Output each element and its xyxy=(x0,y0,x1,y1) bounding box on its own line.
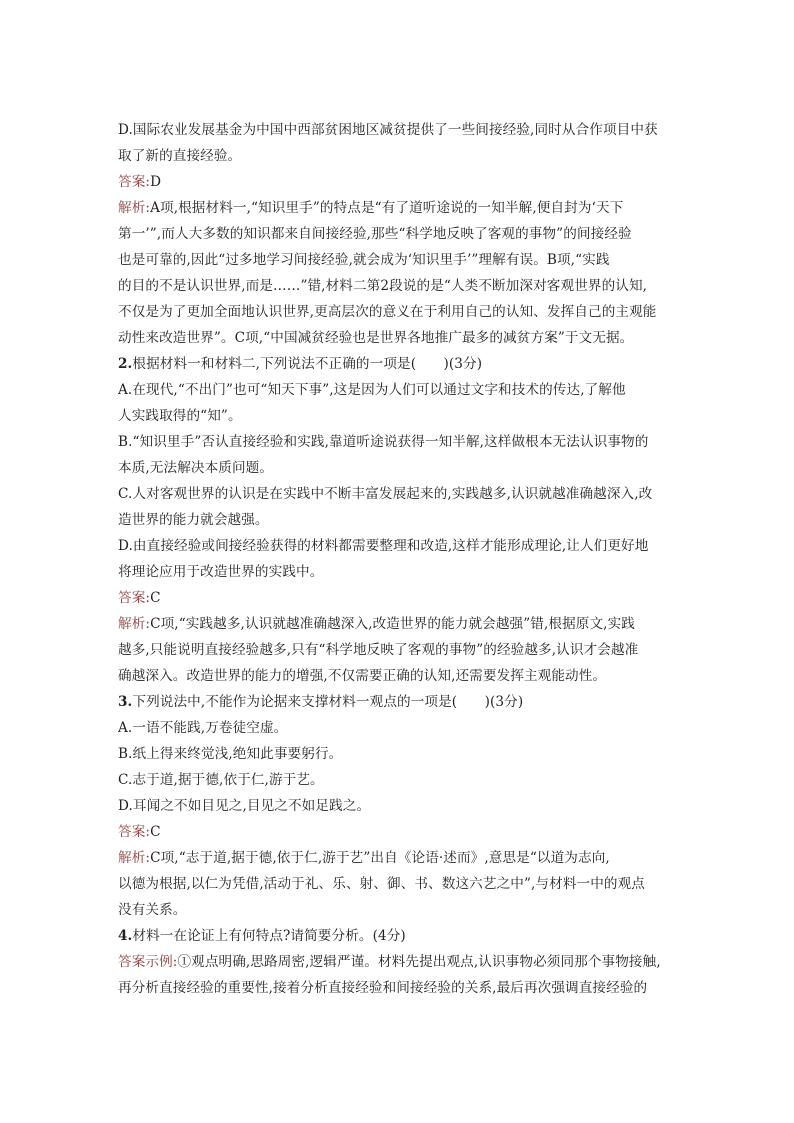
text-line xyxy=(118,689,680,715)
text-segment: 根据材料一和材料二,下列说法不正确的一项是( )(3分) xyxy=(132,356,483,372)
text-segment: 也是可靠的,因此“过多地学习间接经验,就会成为‘知识里手’”理解有误。B项,“实践 xyxy=(118,252,610,268)
text-line xyxy=(118,117,680,143)
answer-label: 答案: xyxy=(118,590,151,606)
question-number: 2. xyxy=(118,356,133,372)
text-segment: C.人对客观世界的认识是在实践中不断丰富发展起来的,实践越多,认识就越准确越深入,改 xyxy=(118,486,653,502)
text-segment: 再分析直接经验的重要性,接着分析直接经验和间接经验的关系,最后再次强调直接经验的 xyxy=(118,980,648,996)
text-segment: ①观点明确,思路周密,逻辑严谨。材料先提出观点,认识事物必须同那个事物接触, xyxy=(177,954,661,970)
text-line xyxy=(118,143,680,169)
text-segment: 取了新的直接经验。 xyxy=(118,148,242,164)
text-segment: 越多,只能说明直接经验越多,只有“科学地反映了客观的事物”的经验越多,认识才会越准 xyxy=(118,642,639,658)
text-line xyxy=(118,299,680,325)
text-segment: B.“知识里手”否认直接经验和实践,靠道听途说获得一知半解,这样做根本无法认识事物的 xyxy=(118,434,649,450)
text-line xyxy=(118,611,680,637)
text-segment: C xyxy=(150,824,161,840)
answer-label: 答案示例: xyxy=(118,954,178,970)
text-segment: C项,“志于道,据于德,依于仁,游于艺”出自《论语·述而》,意思是“以道为志向, xyxy=(150,850,610,866)
text-segment: D.由直接经验或间接经验获得的材料都需要整理和改造,这样才能形成理论,让人们更好地 xyxy=(118,538,649,554)
text-line xyxy=(118,975,680,1001)
text-line xyxy=(118,273,680,299)
text-line xyxy=(118,949,680,975)
text-line xyxy=(118,559,680,585)
text-segment: 下列说法中,不能作为论据来支撑材料一观点的一项是( )(3分) xyxy=(132,694,524,710)
text-line xyxy=(118,897,680,923)
answer-label: 解析: xyxy=(118,200,151,216)
text-segment: 将理论应用于改造世界的实践中。 xyxy=(118,564,324,580)
text-segment: 以德为根据,以仁为凭借,活动于礼、乐、射、御、书、数这六艺之中”,与材料一中的观点 xyxy=(118,876,645,892)
text-line xyxy=(118,195,680,221)
text-segment: 没有关系。 xyxy=(118,902,187,918)
question-number: 3. xyxy=(118,694,133,710)
text-segment: 第一’”,而人大多数的知识都来自间接经验,那些“科学地反映了客观的事物”的间接经验 xyxy=(118,226,632,242)
text-segment: D xyxy=(150,174,162,190)
text-segment: 动性来改造世界”。C项,“中国减贫经验也是世界各地推广最多的减贫方案”于文无据。 xyxy=(118,330,634,346)
text-line xyxy=(118,169,680,195)
text-line xyxy=(118,741,680,767)
text-line xyxy=(118,221,680,247)
document-page xyxy=(118,117,680,1001)
text-line xyxy=(118,429,680,455)
text-line xyxy=(118,663,680,689)
text-segment: C.志于道,据于德,依于仁,游于艺。 xyxy=(118,772,324,788)
text-segment: 本质,无法解决本质问题。 xyxy=(118,460,274,476)
text-segment: 造世界的能力就会越强。 xyxy=(118,512,269,528)
text-line xyxy=(118,533,680,559)
text-segment: 材料一在论证上有何特点?请简要分析。(4分) xyxy=(132,928,406,944)
text-line xyxy=(118,845,680,871)
text-line xyxy=(118,351,680,377)
question-number: 4. xyxy=(118,928,133,944)
text-line xyxy=(118,819,680,845)
text-line xyxy=(118,637,680,663)
answer-label: 答案: xyxy=(118,174,151,190)
text-segment: B.纸上得来终觉浅,绝知此事要躬行。 xyxy=(118,746,343,762)
text-segment: 的目的不是认识世界,而是……”错,材料二第2段说的是“人类不断加深对客观世界的认知, xyxy=(118,278,648,294)
answer-label: 解析: xyxy=(118,616,151,632)
text-line xyxy=(118,793,680,819)
text-segment: C xyxy=(150,590,161,606)
text-line xyxy=(118,585,680,611)
text-segment: D.国际农业发展基金为中国中西部贫困地区减贫提供了一些间接经验,同时从合作项目中获 xyxy=(118,122,658,138)
text-line xyxy=(118,403,680,429)
text-line xyxy=(118,507,680,533)
text-line xyxy=(118,481,680,507)
text-segment: A项,根据材料一,“知识里手”的特点是“有了道听途说的一知半解,便自封为‘天下 xyxy=(150,200,624,216)
text-segment: A.在现代,“不出门”也可“知天下事”,这是因为人们可以通过文字和技术的传达,了解他 xyxy=(118,382,626,398)
text-segment: D.耳闻之不如目见之,目见之不如足践之。 xyxy=(118,798,371,814)
text-line xyxy=(118,247,680,273)
text-line xyxy=(118,715,680,741)
text-line xyxy=(118,767,680,793)
text-segment: 确越深入。改造世界的能力的增强,不仅需要正确的认知,还需要发挥主观能动性。 xyxy=(118,668,607,684)
answer-label: 解析: xyxy=(118,850,151,866)
text-segment: C项,“实践越多,认识就越准确越深入,改造世界的能力就会越强”错,根据原文,实践 xyxy=(150,616,635,632)
text-line xyxy=(118,871,680,897)
text-line xyxy=(118,325,680,351)
text-segment: 不仅是为了更加全面地认识世界,更高层次的意义在于利用自己的认知、发挥自己的主观能 xyxy=(118,304,657,320)
answer-label: 答案: xyxy=(118,824,151,840)
text-line xyxy=(118,923,680,949)
text-segment: 人实践取得的“知”。 xyxy=(118,408,242,424)
text-segment: A.一语不能践,万卷徒空虚。 xyxy=(118,720,288,736)
text-line xyxy=(118,377,680,403)
text-line xyxy=(118,455,680,481)
